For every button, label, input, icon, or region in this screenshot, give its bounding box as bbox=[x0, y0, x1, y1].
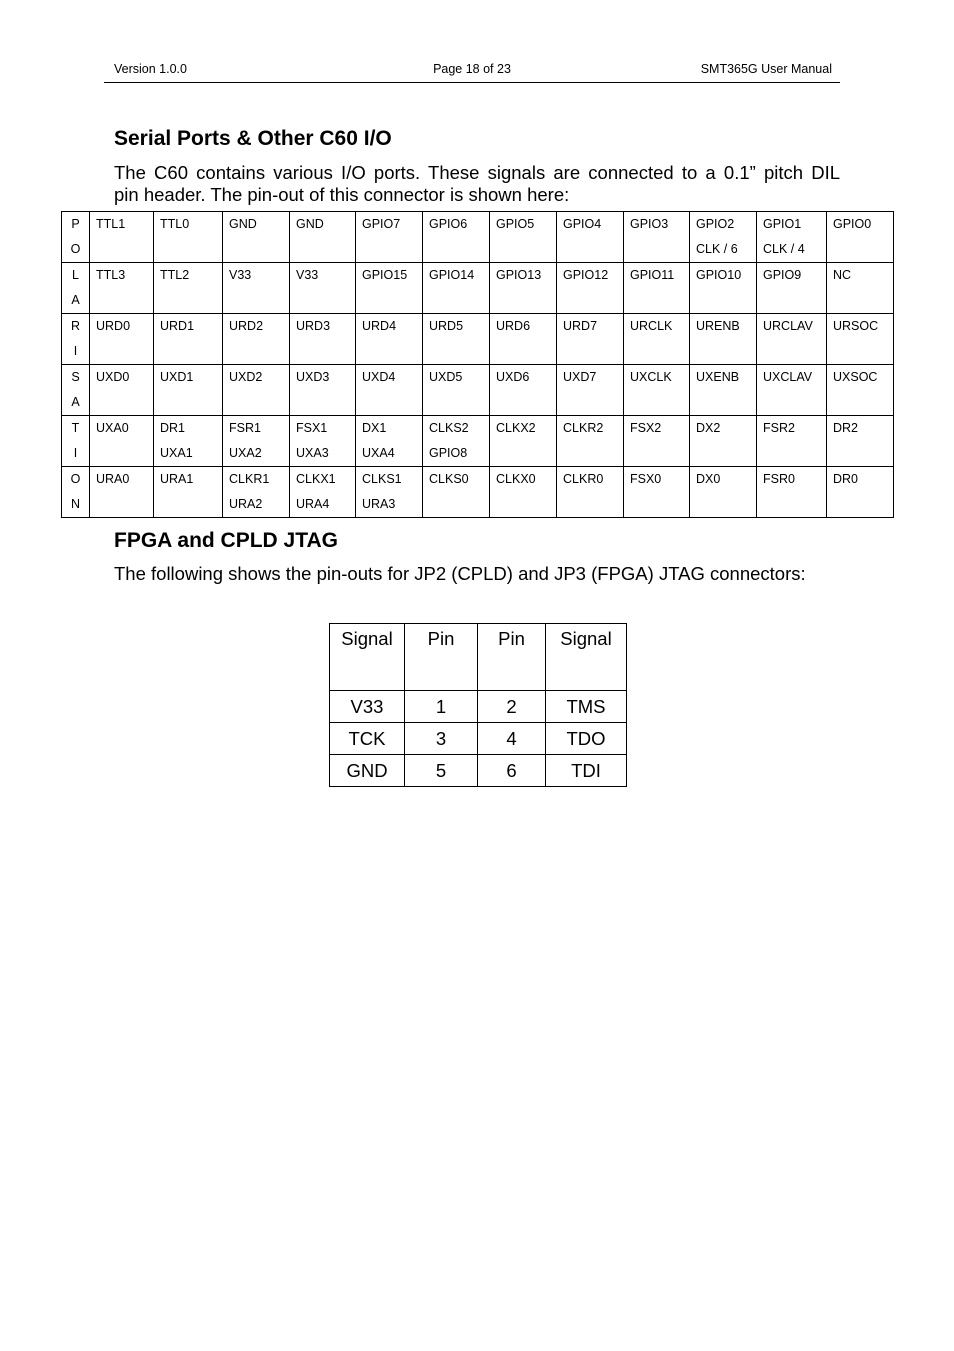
pin-cell bbox=[827, 365, 894, 416]
pin-signal: UXSOC bbox=[833, 370, 878, 384]
pin-signal: GPIO5 bbox=[496, 217, 535, 231]
table-cell: 6 bbox=[478, 755, 546, 787]
header-version: Version 1.0.0 bbox=[114, 62, 187, 76]
pin-cell bbox=[557, 314, 624, 365]
pin-cell bbox=[557, 416, 624, 467]
row-label-letter: A bbox=[71, 395, 80, 409]
row-label-letter: R bbox=[70, 319, 81, 333]
pin-signal: UXENB bbox=[696, 370, 740, 384]
section-title-serial-ports: Serial Ports & Other C60 I/O bbox=[114, 127, 392, 150]
pin-cell bbox=[223, 314, 290, 365]
pin-signal: GPIO7 bbox=[362, 217, 401, 231]
pin-cell bbox=[90, 212, 154, 263]
pin-signal: UXA3 bbox=[296, 446, 329, 460]
pin-signal: URD2 bbox=[229, 319, 264, 333]
pin-cell bbox=[490, 314, 557, 365]
pin-signal: UXD0 bbox=[96, 370, 130, 384]
pin-cell bbox=[490, 416, 557, 467]
pin-cell bbox=[223, 467, 290, 518]
pin-signal: GPIO1 bbox=[763, 217, 802, 231]
table-row bbox=[330, 723, 627, 755]
pin-signal: UXCLAV bbox=[763, 370, 813, 384]
pin-signal: URD0 bbox=[96, 319, 131, 333]
row-label-cell bbox=[62, 263, 90, 314]
pin-cell bbox=[624, 314, 690, 365]
pin-cell bbox=[356, 416, 423, 467]
pin-signal: URA2 bbox=[229, 497, 263, 511]
pin-signal: URD3 bbox=[296, 319, 331, 333]
row-label-letter: A bbox=[71, 293, 80, 307]
pin-cell bbox=[423, 467, 490, 518]
pin-cell bbox=[90, 467, 154, 518]
pin-signal: URA0 bbox=[96, 472, 130, 486]
table-cell: 3 bbox=[405, 723, 478, 755]
table-row bbox=[62, 416, 894, 467]
pin-signal: UXD2 bbox=[229, 370, 263, 384]
pin-signal: URA3 bbox=[362, 497, 396, 511]
pin-signal: GPIO3 bbox=[630, 217, 669, 231]
table-row bbox=[62, 263, 894, 314]
row-label-letter: T bbox=[71, 421, 80, 435]
pin-signal: CLKS0 bbox=[429, 472, 469, 486]
pin-cell bbox=[356, 467, 423, 518]
pin-cell bbox=[557, 212, 624, 263]
pin-cell bbox=[154, 365, 223, 416]
pin-cell bbox=[827, 467, 894, 518]
pin-cell bbox=[90, 365, 154, 416]
jtag-paragraph: The following shows the pin-outs for JP2 (CPLD) and JP3 (FPGA) JTAG connectors: bbox=[114, 563, 806, 584]
pin-cell bbox=[423, 365, 490, 416]
pin-cell bbox=[624, 212, 690, 263]
pin-cell bbox=[356, 212, 423, 263]
pin-signal: UXD4 bbox=[362, 370, 396, 384]
row-label-letter: O bbox=[70, 242, 81, 256]
table-cell: TDO bbox=[546, 723, 627, 755]
pin-cell bbox=[557, 365, 624, 416]
pin-cell bbox=[223, 416, 290, 467]
pin-cell bbox=[490, 365, 557, 416]
pin-signal: GPIO12 bbox=[563, 268, 609, 282]
pin-signal: UXD1 bbox=[160, 370, 194, 384]
pin-cell bbox=[690, 263, 757, 314]
table-row bbox=[62, 467, 894, 518]
pin-signal: GPIO13 bbox=[496, 268, 542, 282]
pin-signal: UXA0 bbox=[96, 421, 129, 435]
section-title-jtag: FPGA and CPLD JTAG bbox=[114, 529, 339, 552]
pin-signal: URD4 bbox=[362, 319, 397, 333]
pin-signal: GPIO15 bbox=[362, 268, 408, 282]
pin-signal: URD1 bbox=[160, 319, 195, 333]
pin-cell bbox=[423, 212, 490, 263]
pin-signal: TTL3 bbox=[96, 268, 126, 282]
pin-signal: V33 bbox=[296, 268, 319, 282]
pin-signal: DR0 bbox=[833, 472, 859, 486]
pin-signal: DR2 bbox=[833, 421, 859, 435]
pin-cell bbox=[690, 365, 757, 416]
pin-cell bbox=[223, 212, 290, 263]
pin-cell bbox=[290, 467, 356, 518]
pin-signal: GPIO9 bbox=[763, 268, 802, 282]
pin-signal: UXA4 bbox=[362, 446, 395, 460]
pin-cell bbox=[827, 212, 894, 263]
pin-signal: DX2 bbox=[696, 421, 721, 435]
pin-signal: GPIO14 bbox=[429, 268, 475, 282]
pin-cell bbox=[690, 416, 757, 467]
row-label-cell bbox=[62, 365, 90, 416]
pin-signal: GPIO2 bbox=[696, 217, 735, 231]
pin-signal: UXD5 bbox=[429, 370, 463, 384]
row-label-cell bbox=[62, 314, 90, 365]
row-label-cell bbox=[62, 416, 90, 467]
header-cell: Signal bbox=[546, 624, 627, 691]
pin-signal: CLKS1 bbox=[362, 472, 402, 486]
table-row bbox=[62, 314, 894, 365]
pin-cell bbox=[423, 263, 490, 314]
pin-cell bbox=[757, 467, 827, 518]
pin-signal: GPIO8 bbox=[429, 446, 468, 460]
pin-cell bbox=[223, 263, 290, 314]
pin-signal: URENB bbox=[696, 319, 740, 333]
pin-signal: URA4 bbox=[296, 497, 330, 511]
table-cell: V33 bbox=[330, 691, 405, 723]
pin-signal: FSX1 bbox=[296, 421, 328, 435]
pin-cell bbox=[827, 416, 894, 467]
pin-cell bbox=[90, 314, 154, 365]
table-cell: GND bbox=[330, 755, 405, 787]
table-row bbox=[62, 365, 894, 416]
pin-cell bbox=[154, 212, 223, 263]
pin-signal: UXD3 bbox=[296, 370, 330, 384]
pin-cell bbox=[757, 365, 827, 416]
pin-signal: V33 bbox=[229, 268, 252, 282]
pin-signal: URCLK bbox=[630, 319, 673, 333]
pin-cell bbox=[223, 365, 290, 416]
pin-signal: CLKR0 bbox=[563, 472, 604, 486]
pin-signal: URD6 bbox=[496, 319, 531, 333]
pin-signal: UXD7 bbox=[563, 370, 597, 384]
table-cell: TCK bbox=[330, 723, 405, 755]
table-row bbox=[330, 755, 627, 787]
row-label-letter: P bbox=[71, 217, 80, 231]
pin-signal: FSX0 bbox=[630, 472, 662, 486]
row-label-letter: I bbox=[73, 446, 78, 460]
pin-cell bbox=[624, 416, 690, 467]
row-label-letter: N bbox=[70, 497, 81, 511]
pin-cell bbox=[757, 416, 827, 467]
pin-signal: UXCLK bbox=[630, 370, 672, 384]
pin-signal: FSR0 bbox=[763, 472, 795, 486]
pin-cell bbox=[757, 314, 827, 365]
page-header bbox=[104, 61, 840, 83]
serial-paragraph-line1: The C60 contains various I/O ports. These signals are connected to a 0.1” pitch DIL bbox=[114, 162, 840, 183]
pin-cell bbox=[490, 263, 557, 314]
jtag-pinout-table bbox=[329, 623, 627, 787]
pin-signal: UXA2 bbox=[229, 446, 262, 460]
pin-cell bbox=[290, 263, 356, 314]
pin-signal: TTL2 bbox=[160, 268, 190, 282]
pin-cell bbox=[624, 365, 690, 416]
pin-cell bbox=[290, 416, 356, 467]
pin-cell bbox=[154, 467, 223, 518]
pin-cell bbox=[557, 467, 624, 518]
row-label-letter: I bbox=[73, 344, 78, 358]
table-header-row bbox=[330, 624, 627, 691]
pin-cell bbox=[356, 263, 423, 314]
pin-signal: DX0 bbox=[696, 472, 721, 486]
header-cell: Signal bbox=[330, 624, 405, 691]
pin-cell bbox=[557, 263, 624, 314]
table-row bbox=[330, 691, 627, 723]
pin-cell bbox=[90, 263, 154, 314]
pin-signal: URA1 bbox=[160, 472, 194, 486]
pin-signal: CLKX1 bbox=[296, 472, 336, 486]
pin-signal: GND bbox=[229, 217, 257, 231]
pin-signal: CLKR1 bbox=[229, 472, 270, 486]
table-cell: TDI bbox=[546, 755, 627, 787]
pin-signal: GPIO6 bbox=[429, 217, 468, 231]
pin-signal: DR1 bbox=[160, 421, 186, 435]
table-cell: TMS bbox=[546, 691, 627, 723]
serial-pinout-table bbox=[61, 211, 894, 518]
pin-cell bbox=[690, 212, 757, 263]
pin-cell bbox=[290, 212, 356, 263]
pin-cell bbox=[690, 467, 757, 518]
table-cell: 4 bbox=[478, 723, 546, 755]
pin-cell bbox=[827, 314, 894, 365]
pin-signal: TTL1 bbox=[96, 217, 126, 231]
pin-signal: CLKX0 bbox=[496, 472, 536, 486]
pin-cell bbox=[423, 416, 490, 467]
table-cell: 5 bbox=[405, 755, 478, 787]
pin-signal: URD5 bbox=[429, 319, 464, 333]
pin-signal: GPIO0 bbox=[833, 217, 872, 231]
pin-signal: URSOC bbox=[833, 319, 879, 333]
pin-signal: FSR2 bbox=[763, 421, 795, 435]
pin-cell bbox=[356, 365, 423, 416]
row-label-letter: L bbox=[72, 268, 79, 282]
pin-cell bbox=[757, 263, 827, 314]
pin-signal: CLKX2 bbox=[496, 421, 536, 435]
serial-paragraph-line2: pin header. The pin-out of this connector is shown here: bbox=[114, 184, 570, 205]
header-page-number: Page 18 of 23 bbox=[433, 62, 511, 76]
pin-signal: CLKS2 bbox=[429, 421, 469, 435]
pin-signal: URCLAV bbox=[763, 319, 813, 333]
header-cell: Pin bbox=[405, 624, 478, 691]
table-cell: 1 bbox=[405, 691, 478, 723]
pin-cell bbox=[90, 416, 154, 467]
pin-cell bbox=[827, 263, 894, 314]
pin-signal: DX1 bbox=[362, 421, 387, 435]
pin-cell bbox=[290, 314, 356, 365]
pin-signal: NC bbox=[833, 268, 852, 282]
header-cell: Pin bbox=[478, 624, 546, 691]
pin-signal: GND bbox=[296, 217, 324, 231]
table-row bbox=[62, 212, 894, 263]
pin-cell bbox=[624, 467, 690, 518]
pin-signal: GPIO4 bbox=[563, 217, 602, 231]
table-cell: 2 bbox=[478, 691, 546, 723]
pin-cell bbox=[154, 263, 223, 314]
pin-cell bbox=[290, 365, 356, 416]
pin-signal: CLK / 6 bbox=[696, 242, 738, 256]
pin-signal: CLK / 4 bbox=[763, 242, 805, 256]
pin-cell bbox=[690, 314, 757, 365]
header-manual-title: SMT365G User Manual bbox=[700, 62, 832, 76]
pin-signal: GPIO11 bbox=[630, 268, 675, 282]
pin-cell bbox=[624, 263, 690, 314]
pin-signal: FSR1 bbox=[229, 421, 261, 435]
pin-cell bbox=[356, 314, 423, 365]
pin-cell bbox=[490, 467, 557, 518]
pin-cell bbox=[757, 212, 827, 263]
row-label-letter: S bbox=[71, 370, 80, 384]
row-label-cell bbox=[62, 467, 90, 518]
pin-signal: URD7 bbox=[563, 319, 598, 333]
pin-cell bbox=[423, 314, 490, 365]
pin-signal: CLKR2 bbox=[563, 421, 604, 435]
pin-cell bbox=[490, 212, 557, 263]
pin-signal: TTL0 bbox=[160, 217, 190, 231]
pin-signal: GPIO10 bbox=[696, 268, 742, 282]
pin-signal: UXA1 bbox=[160, 446, 193, 460]
pin-signal: UXD6 bbox=[496, 370, 530, 384]
pin-cell bbox=[154, 314, 223, 365]
pin-signal: FSX2 bbox=[630, 421, 662, 435]
row-label-letter: O bbox=[70, 472, 81, 486]
pin-cell bbox=[154, 416, 223, 467]
row-label-cell bbox=[62, 212, 90, 263]
